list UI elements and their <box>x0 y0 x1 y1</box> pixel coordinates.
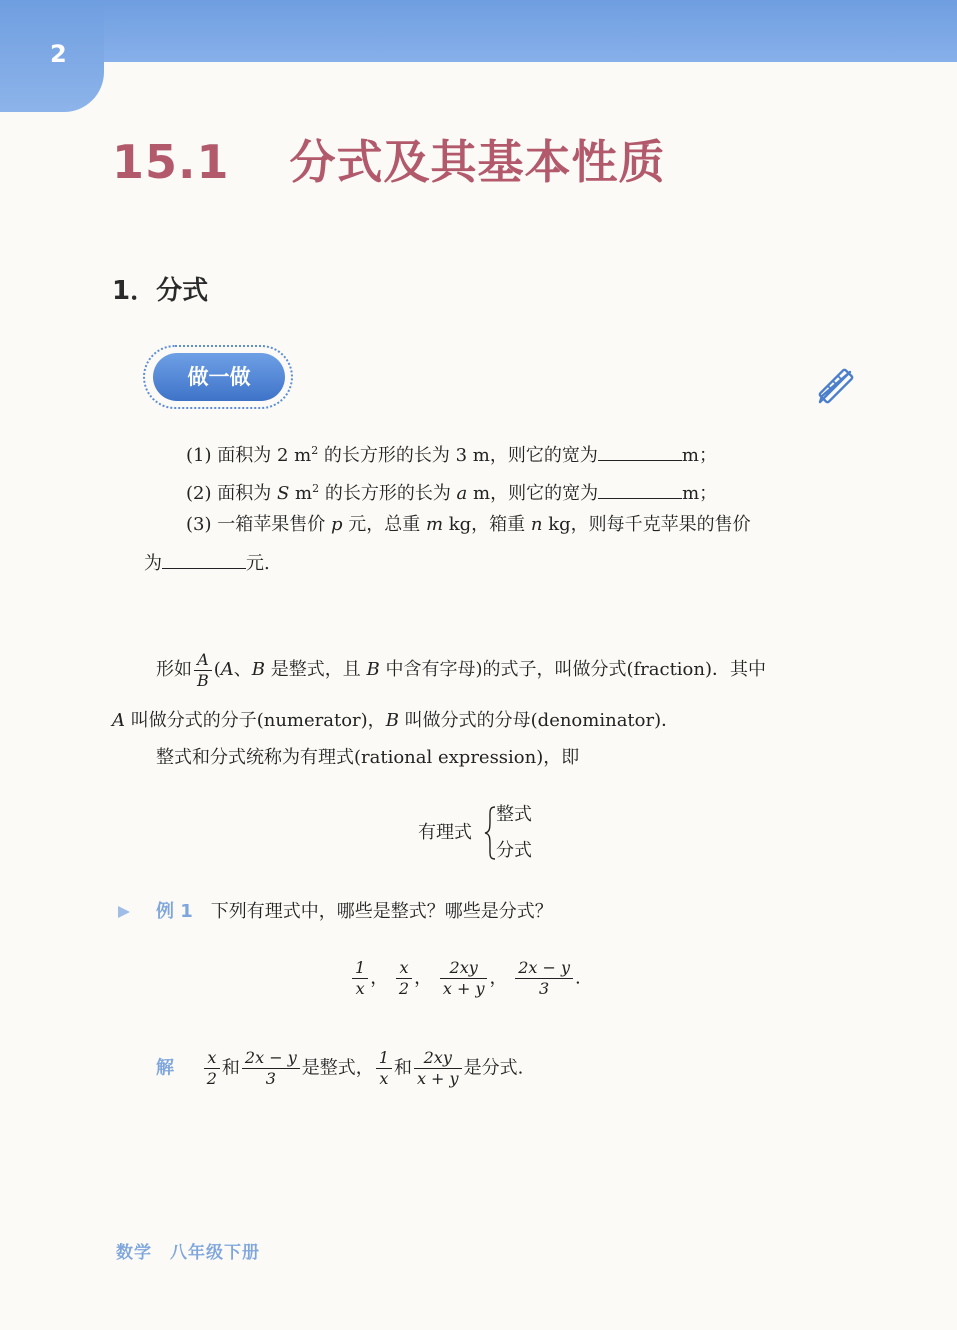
solution-2-denominator: 3 <box>265 1069 276 1088</box>
expr-4-denominator: 3 <box>539 979 550 998</box>
exercise-1-text-a: (1) 面积为 2 m <box>186 445 312 466</box>
page-footer <box>116 1238 278 1263</box>
exercise-3 <box>186 512 751 538</box>
expr-4-numerator: 2x − y <box>515 958 573 979</box>
exercise-1-sup: 2 <box>311 444 319 457</box>
definition-var-b-2: B <box>385 710 399 731</box>
definition-line-1 <box>156 648 766 692</box>
exercise-1 <box>186 438 717 469</box>
definition-text-d: 是整式，且 <box>265 659 367 680</box>
exercise-3-text-d: kg，则每千克苹果的售价 <box>542 514 751 535</box>
definition-text-b: ( <box>213 659 221 680</box>
ruler-pencil-icon <box>812 362 860 410</box>
definition-denominator-text: 叫做分式的分母(denominator)． <box>398 710 680 731</box>
expr-3-denominator: x + y <box>442 979 485 998</box>
classification-root: 有理式 <box>418 822 472 843</box>
expr-fraction-2 <box>396 958 412 999</box>
solution-1-numerator: x <box>204 1048 220 1069</box>
expr-fraction-4 <box>515 958 573 999</box>
definition-text-a: 形如 <box>156 659 192 680</box>
solution-1-denominator: 2 <box>206 1069 217 1088</box>
definition-numerator-text: 叫做分式的分子(numerator)， <box>125 710 386 731</box>
definition-var-a-2: A <box>112 710 125 731</box>
expr-separator: ， <box>370 967 389 989</box>
exercise-3-text-b: 元，总重 <box>342 514 426 535</box>
exercise-2-text-d: m，则它的宽为 <box>467 483 599 504</box>
classification-item-integral: 整式 <box>496 804 532 825</box>
definition-var-b: B <box>251 659 266 680</box>
example-label: 例 1 <box>156 901 193 922</box>
example-1 <box>156 899 553 925</box>
solution-and-2: 和 <box>393 1057 412 1079</box>
exercise-1-text-b: 的长方形的长为 3 m，则它的宽为 <box>318 445 598 466</box>
definition-var-b2: B <box>366 659 380 680</box>
exercise-2-var-a: a <box>456 483 468 504</box>
expr-2-denominator: 2 <box>398 979 410 998</box>
fraction-numerator: A <box>194 650 212 671</box>
solution-4-denominator: x + y <box>416 1069 459 1088</box>
expr-fraction-1 <box>352 958 368 999</box>
fraction-denominator: B <box>197 670 209 690</box>
solution-3-numerator: 1 <box>376 1048 392 1069</box>
top-color-band <box>0 0 957 62</box>
left-brace-icon <box>484 806 496 860</box>
definition-line-3: 整式和分式统称为有理式(rational expression)，即 <box>156 747 580 768</box>
section-heading <box>112 126 666 192</box>
solution-fraction-4 <box>414 1048 462 1089</box>
exercise-2-text-c: 的长方形的长为 <box>319 483 457 504</box>
fraction-a-over-b <box>194 650 212 691</box>
solution-text-fraction: 是分式. <box>463 1057 524 1079</box>
expr-1-denominator: x <box>355 979 365 998</box>
definition-text-c: 、 <box>233 659 252 680</box>
solution-3-denominator: x <box>379 1069 389 1088</box>
exercise-3-var-n: n <box>530 514 543 535</box>
exercise-1-unit: m； <box>681 445 717 466</box>
solution-label: 解 <box>156 1057 174 1079</box>
expr-separator: ， <box>414 967 433 989</box>
footer-grade: 八年级下册 <box>170 1243 260 1263</box>
solution-fraction-1 <box>204 1048 220 1089</box>
solution-fraction-3 <box>376 1048 392 1089</box>
exercise-3-text-c: kg，箱重 <box>443 514 531 535</box>
solution-and-1: 和 <box>221 1057 240 1079</box>
exercise-2-sup: 2 <box>312 482 320 495</box>
exercise-3-line-2 <box>144 550 270 577</box>
exercise-2 <box>186 476 717 507</box>
expr-end: . <box>575 967 581 989</box>
solution-2-numerator: 2x − y <box>242 1048 300 1069</box>
section-title: 分式及其基本性质 <box>289 135 666 189</box>
solution-fraction-2 <box>242 1048 300 1089</box>
expr-fraction-3 <box>440 958 488 999</box>
footer-subject: 数学 <box>116 1243 152 1263</box>
expr-1-numerator: 1 <box>352 958 368 979</box>
exercise-3-var-m: m <box>425 514 444 535</box>
exercise-2-text-a: (2) 面积为 <box>186 483 277 504</box>
activity-badge-label: 做一做 <box>153 353 285 401</box>
solution <box>156 1048 523 1089</box>
exercise-3-text-e: 为 <box>144 553 162 574</box>
page-number: 2 <box>50 40 67 68</box>
classification-item-fraction: 分式 <box>496 840 532 861</box>
example-arrow-icon <box>116 904 132 920</box>
answer-blank-1[interactable] <box>598 442 682 461</box>
expr-separator: ， <box>489 967 508 989</box>
example-expressions <box>350 958 581 999</box>
example-question: 下列有理式中，哪些是整式？哪些是分式？ <box>210 901 553 922</box>
definition-line-2 <box>112 708 679 734</box>
exercise-3-text-a: (3) 一箱苹果售价 <box>186 514 331 535</box>
answer-blank-3[interactable] <box>162 550 246 569</box>
expr-2-numerator: x <box>396 958 412 979</box>
exercise-2-text-b: m <box>289 483 313 504</box>
solution-text-integral: 是整式， <box>301 1057 374 1079</box>
definition-var-a: A <box>220 659 234 680</box>
subsection-title: 1．分式 <box>112 276 209 306</box>
exercise-3-var-p: p <box>330 514 343 535</box>
solution-4-numerator: 2xy <box>414 1048 462 1069</box>
exercise-3-text-f: 元. <box>246 553 270 574</box>
section-number: 15.1 <box>112 135 230 189</box>
answer-blank-2[interactable] <box>598 480 682 499</box>
expr-3-numerator: 2xy <box>440 958 488 979</box>
exercise-2-unit: m； <box>682 483 718 504</box>
definition-text-e: 中含有字母)的式子，叫做分式(fraction)．其中 <box>379 659 767 680</box>
activity-badge <box>143 345 293 409</box>
exercise-2-var-s: S <box>276 483 290 504</box>
